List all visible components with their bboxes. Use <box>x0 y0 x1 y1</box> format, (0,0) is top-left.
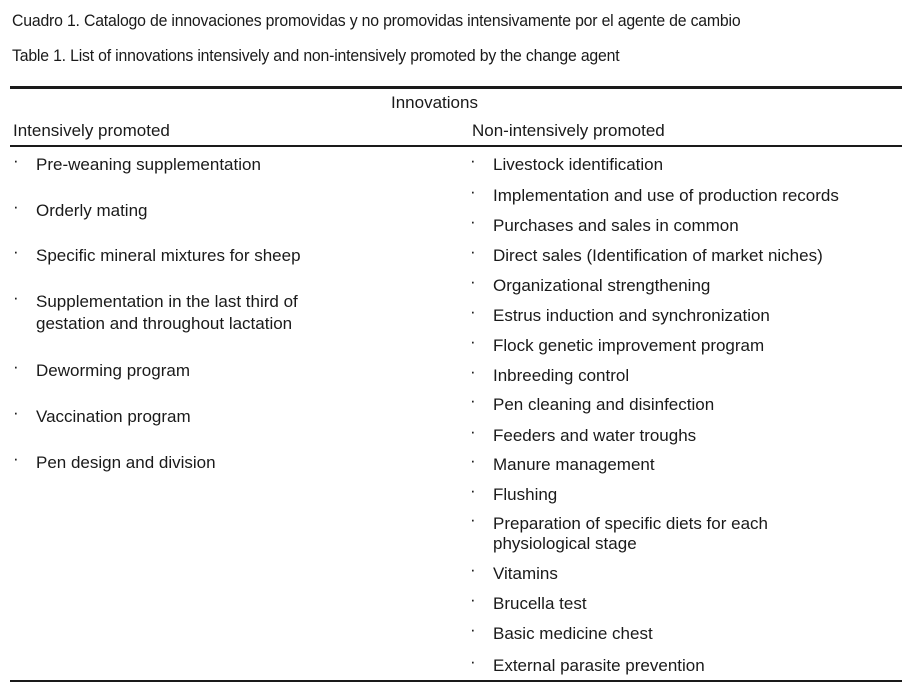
list-item-text: Organizational strengthening <box>493 276 711 295</box>
list-item <box>470 362 910 387</box>
bullet-icon: · <box>470 302 476 321</box>
list-item <box>13 151 363 176</box>
list-item-text: Direct sales (Identification of market niches) <box>493 246 823 265</box>
list-item-text: Inbreeding control <box>493 366 630 385</box>
list-item-text: Brucella test <box>493 594 587 613</box>
list-item-text: Pre-weaning supplementation <box>36 155 261 174</box>
list-item <box>470 151 910 176</box>
list-item <box>470 272 910 297</box>
non-intensively-promoted-header: Non-intensively promoted <box>472 121 665 140</box>
list-item-text: Feeders and water troughs <box>493 426 697 445</box>
table-header-rule <box>10 145 902 147</box>
bullet-icon: · <box>13 403 19 422</box>
list-item <box>470 620 910 645</box>
bullet-icon: · <box>470 422 476 441</box>
bullet-icon: · <box>470 590 476 609</box>
list-item <box>470 510 910 554</box>
table-caption-spanish: Cuadro 1. Catalogo de innovaciones promovidas y no promovidas intensivamente por el agente de cambio <box>12 11 741 30</box>
list-item <box>13 449 363 474</box>
list-item <box>13 403 363 428</box>
list-item-text: Pen cleaning and disinfection <box>493 395 715 414</box>
bullet-icon: · <box>470 242 476 261</box>
list-item <box>470 212 910 237</box>
list-item-text: Pen design and division <box>36 453 216 472</box>
bullet-icon: · <box>470 510 476 529</box>
bullet-icon: · <box>470 272 476 291</box>
list-item-text: Implementation and use of production records <box>493 186 839 205</box>
list-item-text: Estrus induction and synchronization <box>493 306 770 325</box>
list-item-text: Specific mineral mixtures for sheep <box>36 246 301 265</box>
bullet-icon: · <box>470 212 476 231</box>
bullet-icon: · <box>470 652 476 671</box>
bullet-icon: · <box>470 151 476 170</box>
list-item-text: Vitamins <box>493 564 558 583</box>
bullet-icon: · <box>13 449 19 468</box>
list-item <box>470 422 910 447</box>
bullet-icon: · <box>470 182 476 201</box>
list-item <box>470 242 910 267</box>
bullet-icon: · <box>13 197 19 216</box>
list-item-text: External parasite prevention <box>493 656 705 675</box>
bullet-icon: · <box>13 357 19 376</box>
list-item-text: Purchases and sales in common <box>493 216 739 235</box>
list-item-text: Preparation of specific diets for each physiological stage <box>493 514 768 553</box>
list-item <box>13 242 363 267</box>
table-caption-english: Table 1. List of innovations intensively and non-intensively promoted by the change agent <box>12 46 620 65</box>
bullet-icon: · <box>470 391 476 410</box>
list-item-text: Livestock identification <box>493 155 664 174</box>
list-item-text: Flock genetic improvement program <box>493 336 765 355</box>
bullet-icon: · <box>470 620 476 639</box>
bullet-icon: · <box>470 332 476 351</box>
list-item <box>470 481 910 506</box>
bullet-icon: · <box>13 242 19 261</box>
bullet-icon: · <box>470 451 476 470</box>
list-item <box>470 391 910 416</box>
list-item-text: Vaccination program <box>36 407 191 426</box>
list-item <box>13 197 363 222</box>
bullet-icon: · <box>470 481 476 500</box>
list-item <box>470 652 910 677</box>
list-item <box>470 560 910 585</box>
bullet-icon: · <box>470 362 476 381</box>
list-item <box>470 451 910 476</box>
list-item <box>470 332 910 357</box>
list-item <box>470 590 910 615</box>
intensively-promoted-header: Intensively promoted <box>13 121 170 140</box>
list-item <box>470 302 910 327</box>
table-top-rule <box>10 86 902 89</box>
table-bottom-rule <box>10 680 902 682</box>
list-item-text: Flushing <box>493 485 558 504</box>
list-item-text: Orderly mating <box>36 201 148 220</box>
list-item-text: Deworming program <box>36 361 190 380</box>
innovations-group-header: Innovations <box>391 93 478 112</box>
list-item-text: Supplementation in the last third of gestation and throughout lactation <box>36 292 298 333</box>
bullet-icon: · <box>13 288 19 307</box>
list-item <box>470 182 910 207</box>
list-item <box>13 288 363 335</box>
list-item <box>13 357 363 382</box>
list-item-text: Manure management <box>493 455 655 474</box>
bullet-icon: · <box>13 151 19 170</box>
list-item-text: Basic medicine chest <box>493 624 653 643</box>
bullet-icon: · <box>470 560 476 579</box>
